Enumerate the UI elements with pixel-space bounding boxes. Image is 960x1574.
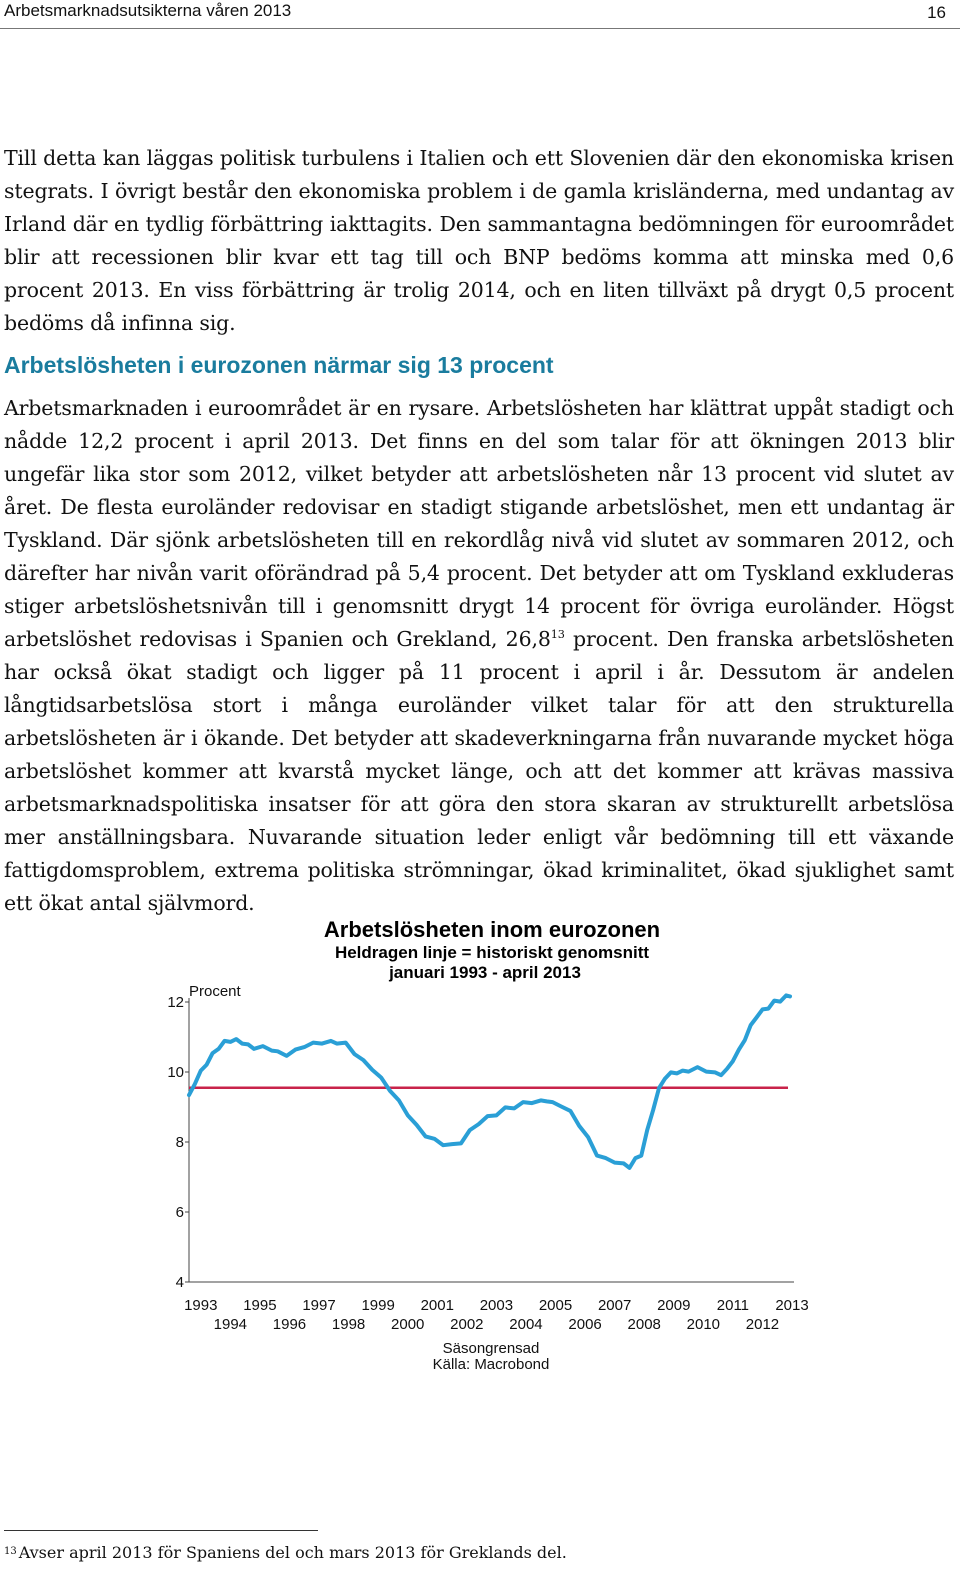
x-tick-label-1998: 1998 [331,1316,366,1333]
x-tick-label-2010: 2010 [686,1316,721,1333]
document-title: Arbetsmarknadsutsikterna våren 2013 [4,1,292,20]
footnote-mark: 13 [4,1546,17,1557]
footnote-reference[interactable]: 13 [550,628,565,642]
chart-source: Källa: Macrobond [432,1356,550,1373]
x-tick-label-2008: 2008 [627,1316,661,1333]
paragraph-intro: Till detta kan läggas politisk turbulens i Italien och ett Slovenien där den ekonomiska krisen stegrats. I övrigt består den ekonomiska problem i de gamla krisländerna, med undantag av Irland där en tydlig förbättring iakttagits. Den sammantagna bedömningen för euroområdet blir att recessionen blir kvar ett tag till och BNP bedöms komma att minska med 0,6 procent 2013. En viss förbättring är trolig 2014, och en liten tillväxt på drygt 0,5 procent bedöms då infinna sig. [4,146,954,335]
y-tick-label-12: 12 [167,994,184,1011]
chart-title: Arbetslösheten inom eurozonen [323,917,661,942]
x-tick-label-1999: 1999 [361,1297,395,1314]
x-tick-label-2013: 2013 [775,1297,809,1314]
x-tick-label-2003: 2003 [479,1297,514,1314]
x-tick-label-2012: 2012 [745,1316,780,1333]
paragraph-text-part1: Arbetsmarknaden i euroområdet är en rysare. Arbetslösheten har klättrat uppåt stadigt och nådde 12,2 procent i april 2013. Det finns en del som talar för att ökningen 2013 blir ungefär lika stor som 2012, vilket betyder att arbetslösheten når 13 procent vid slutet av året. De flesta euroländer redovisar en stadigt stigande arbetslöshet, men ett undantag är Tyskland. Där sjönk arbetslösheten till en rekordlåg nivå vid slutet av sommaren 2012, och därefter har nivån varit oförändrad på 5,4 procent. Det betyder att om Tyskland exkluderas stiger arbetslöshetsnivån till i genomsnitt drygt 14 procent för övriga euroländer. Högst arbetslöshet redovisas i Spanien och Grekland, 26,8 [4,396,954,651]
page-number: 16 [927,3,946,22]
paragraph-text-part2: procent. Den franska arbetslösheten har också ökat stadigt och ligger på 11 procent i april i år. Dessutom är andelen långtidsarbetslösa stort i många euroländer vilket talar för att den strukturella arbetslösheten är i ökande. Det betyder att skadeverkningarna från nuvarande mycket höga arbetslöshet kommer att kvarstå mycket länge, och att det kommer att krävas massiva arbetsmarknadspolitiska insatser för att göra den stora skaran av strukturellt arbetslösa mer anställningsbara. Nuvarande situation leder enligt vår bedömning till ett växande fattigdomsproblem, extrema politiska strömningar, ökad kriminalitet, ökad sjuklighet samt ett ökat antal självmord. [4,627,954,915]
y-tick-label-4: 4 [175,1274,184,1291]
header-rule [0,28,960,29]
chart-canvas [140,905,840,1385]
chart-subtitle-2: januari 1993 - april 2013 [389,963,581,982]
series-line-unemployment [189,995,790,1168]
x-tick-label-2000: 2000 [391,1316,425,1333]
x-tick-label-1993: 1993 [184,1297,218,1314]
y-tick-label-6: 6 [175,1204,184,1221]
x-tick-label-2001: 2001 [420,1297,454,1314]
running-header [4,0,946,22]
y-tick-label-10: 10 [167,1064,184,1081]
x-tick-label-2005: 2005 [538,1297,573,1314]
y-axis-label: Procent [189,983,241,1000]
section-heading: Arbetslösheten i eurozonen närmar sig 13 procent [4,352,554,378]
x-tick-label-2006: 2006 [568,1316,602,1333]
x-tick-labels [184,1297,809,1333]
unemployment-chart [140,905,840,1385]
chart-subtitle-1: Heldragen linje = historiskt genomsnitt [334,943,650,962]
paragraph-labour-market [4,392,954,920]
x-tick-label-2002: 2002 [450,1316,484,1333]
x-tick-label-2004: 2004 [509,1316,543,1333]
x-tick-label-1994: 1994 [213,1316,248,1333]
x-tick-label-1996: 1996 [272,1316,307,1333]
y-tick-labels [167,994,184,1291]
footnote [4,1543,567,1562]
chart-note-seasonal: Säsongrensad [442,1340,540,1357]
footnote-text: Avser april 2013 för Spaniens del och mars 2013 för Greklands del. [18,1543,567,1562]
plot-area [189,995,790,1168]
x-tick-label-1997: 1997 [302,1297,336,1314]
x-tick-label-2011: 2011 [716,1297,750,1314]
chart-axes [185,998,794,1282]
x-tick-label-2007: 2007 [597,1297,632,1314]
footnote-rule [4,1530,318,1531]
y-tick-label-8: 8 [175,1134,184,1151]
x-tick-label-1995: 1995 [243,1297,277,1314]
x-tick-label-2009: 2009 [657,1297,691,1314]
